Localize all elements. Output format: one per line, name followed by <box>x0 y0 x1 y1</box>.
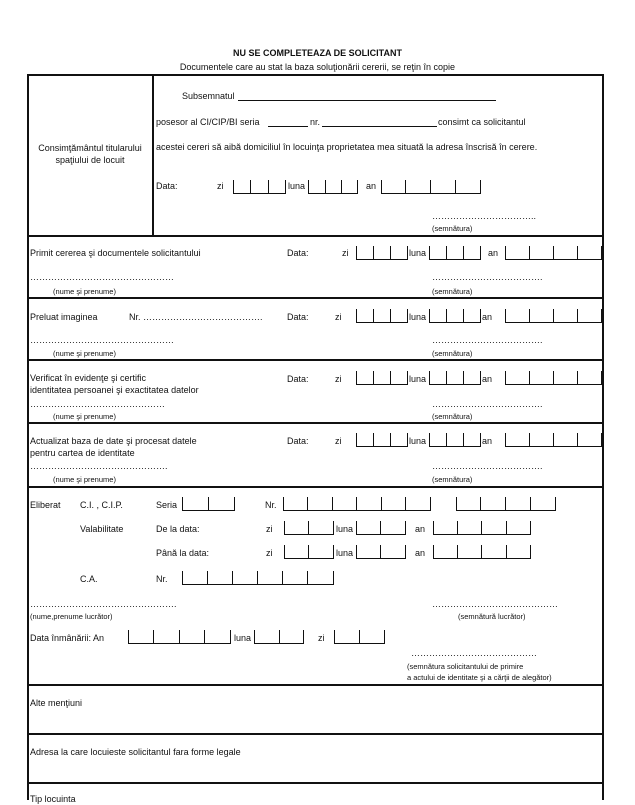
eliberat-nr-label: Nr. <box>265 500 277 510</box>
actualizat-name-dots: ………………………………………. <box>30 461 168 471</box>
actualizat-label-2: pentru cartea de identitate <box>30 448 135 458</box>
form-subtitle: Documentele care au stat la baza soluţionării cererii, se reţin în copie <box>179 62 456 72</box>
pana-la-an-input[interactable] <box>433 545 531 559</box>
frame-top <box>27 74 603 76</box>
actualizat-data-label: Data: <box>287 436 309 446</box>
section-divider-3 <box>27 359 603 361</box>
inmanarii-luna-input[interactable] <box>254 630 304 644</box>
adresa-label: Adresa la care locuieste solicitantul fara forme legale <box>30 747 241 757</box>
actualizat-an-label: an <box>482 436 493 446</box>
nr-field[interactable] <box>322 126 437 127</box>
solicitant-sign-dots: …………………………………… <box>411 648 537 658</box>
posesor-label: posesor al CI/CIP/BI seria <box>156 117 260 127</box>
preluat-name-caption: (nume şi prenume) <box>53 349 116 358</box>
verificat-luna-label: luna <box>409 374 427 384</box>
consimtamant-label-2: spaţiului de locuit <box>55 155 125 165</box>
primit-zi-input[interactable] <box>356 246 408 260</box>
preluat-sign-caption: (semnătura) <box>432 349 473 358</box>
de-la-an-label: an <box>415 524 426 534</box>
eliberat-sign-caption: (semnătură lucrător) <box>458 612 526 621</box>
preluat-an-label: an <box>482 312 493 322</box>
verificat-luna-input[interactable] <box>429 371 481 385</box>
pana-la-label: Până la data: <box>156 548 210 558</box>
luna-input[interactable] <box>308 180 358 194</box>
pana-la-luna-label: luna <box>336 548 354 558</box>
verificat-name-dots: ……………………………………… <box>30 399 165 409</box>
de-la-zi-input[interactable] <box>284 521 334 535</box>
actualizat-label: Actualizat baza de date şi procesat datele <box>30 436 197 446</box>
section-divider-8 <box>27 782 603 784</box>
ca-nr-input[interactable] <box>182 571 334 585</box>
section-divider-7 <box>27 733 603 735</box>
section-divider-1 <box>27 235 603 237</box>
verificat-data-label: Data: <box>287 374 309 384</box>
section-divider-6 <box>27 684 603 686</box>
valabilitate-label: Valabilitate <box>80 524 124 534</box>
verificat-sign-caption: (semnătura) <box>432 412 473 421</box>
seria-field[interactable] <box>268 126 308 127</box>
primit-an-input[interactable] <box>505 246 602 260</box>
an-input[interactable] <box>381 180 481 194</box>
section-divider-4 <box>27 422 603 424</box>
primit-luna-input[interactable] <box>429 246 481 260</box>
inmanarii-zi-label: zi <box>318 633 325 643</box>
preluat-data-label: Data: <box>287 312 309 322</box>
de-la-label: De la data: <box>156 524 200 534</box>
primit-label: Primit cererea şi documentele solicitantului <box>30 248 201 258</box>
primit-zi-label: zi <box>342 248 349 258</box>
pana-la-luna-input[interactable] <box>356 545 406 559</box>
actualizat-zi-label: zi <box>335 436 342 446</box>
actualizat-luna-label: luna <box>409 436 427 446</box>
pana-la-zi-label: zi <box>266 548 273 558</box>
primit-luna-label: luna <box>409 248 427 258</box>
de-la-an-input[interactable] <box>433 521 531 535</box>
consimt-label: consimt ca solicitantul <box>438 117 526 127</box>
zi-input[interactable] <box>233 180 286 194</box>
inmanarii-an-input[interactable] <box>128 630 231 644</box>
actualizat-an-input[interactable] <box>505 433 602 447</box>
subsemnatul-field[interactable] <box>238 100 496 101</box>
de-la-zi-label: zi <box>266 524 273 534</box>
inmanarii-luna-label: luna <box>234 633 252 643</box>
luna-label: luna <box>288 181 306 191</box>
zi-label: zi <box>217 181 224 191</box>
actualizat-luna-input[interactable] <box>429 433 481 447</box>
ca-label: C.A. <box>80 574 98 584</box>
eliberat-seria-input[interactable] <box>182 497 235 511</box>
preluat-luna-input[interactable] <box>429 309 481 323</box>
eliberat-label: Eliberat <box>30 500 61 510</box>
de-la-luna-input[interactable] <box>356 521 406 535</box>
verificat-an-input[interactable] <box>505 371 602 385</box>
section-divider-5 <box>27 486 603 488</box>
inmanarii-zi-input[interactable] <box>334 630 385 644</box>
verificat-sign-dots: ………………………………. <box>432 399 543 409</box>
eliberat-name-caption: (nume,prenume lucrător) <box>30 612 113 621</box>
preluat-name-dots: ………………………………………… <box>30 335 174 345</box>
verificat-zi-input[interactable] <box>356 371 408 385</box>
primit-sign-dots: ………………………………. <box>432 272 543 282</box>
data-inmanarii-label: Data înmânării: An <box>30 633 105 643</box>
eliberat-nr-input-2[interactable] <box>456 497 556 511</box>
data-label: Data: <box>156 181 178 191</box>
nr-label: nr. <box>310 117 321 127</box>
primit-an-label: an <box>488 248 499 258</box>
primit-sign-caption: (semnătura) <box>432 287 473 296</box>
form-title: NU SE COMPLETEAZA DE SOLICITANT <box>232 48 402 58</box>
preluat-sign-dots: ………………………………. <box>432 335 543 345</box>
verificat-label: Verificat în evidenţe şi certific <box>30 373 147 383</box>
subsemnatul-label: Subsemnatul <box>182 91 235 101</box>
primit-name-dots: ………………………………………… <box>30 272 174 282</box>
eliberat-name-dots: …………………………………………. <box>30 599 177 609</box>
actualizat-zi-input[interactable] <box>356 433 408 447</box>
consimtamant-divider <box>152 74 154 236</box>
de-la-luna-label: luna <box>336 524 354 534</box>
solicitant-sign-caption-1: (semnătura solicitantului de primire <box>407 662 524 671</box>
primit-name-caption: (nume şi prenume) <box>53 287 116 296</box>
preluat-luna-label: luna <box>409 312 427 322</box>
solicitant-sign-caption-2: a actului de identitate şi a cărţii de alegător) <box>407 673 552 682</box>
pana-la-zi-input[interactable] <box>284 545 334 559</box>
actualizat-name-caption: (nume şi prenume) <box>53 475 116 484</box>
verificat-name-caption: (nume şi prenume) <box>53 412 116 421</box>
consimtamant-sentence: acestei cereri să aibă domiciliul în locuinţa proprietatea mea situată la adresa înscrisă în cerere. <box>156 142 538 152</box>
primit-data-label: Data: <box>287 248 309 258</box>
consimtamant-label: Consimţământul titularului <box>38 143 142 153</box>
tip-locuinta-label: Tip locuinta <box>30 794 76 804</box>
frame-left <box>27 74 29 800</box>
pana-la-an-label: an <box>415 548 426 558</box>
section-divider-2 <box>27 297 603 299</box>
preluat-nr: Nr. …………………………………. <box>129 312 263 322</box>
semnatura-caption: (semnătura) <box>432 224 473 233</box>
preluat-an-input[interactable] <box>505 309 602 323</box>
an-label: an <box>366 181 377 191</box>
semnatura-dots: …………………………….. <box>432 211 537 221</box>
eliberat-ci-label: C.I. , C.I.P. <box>80 500 123 510</box>
alte-mentiuni-label: Alte menţiuni <box>30 698 83 708</box>
eliberat-nr-input[interactable] <box>283 497 431 511</box>
actualizat-sign-caption: (semnătura) <box>432 475 473 484</box>
verificat-label-2: identitatea persoanei şi exactitatea datelor <box>30 385 199 395</box>
preluat-label: Preluat imaginea <box>30 312 98 322</box>
eliberat-sign-dots: …………………………………… <box>432 599 558 609</box>
ca-nr-label: Nr. <box>156 574 168 584</box>
verificat-zi-label: zi <box>335 374 342 384</box>
preluat-zi-input[interactable] <box>356 309 408 323</box>
actualizat-sign-dots: ………………………………. <box>432 461 543 471</box>
preluat-zi-label: zi <box>335 312 342 322</box>
eliberat-seria-label: Seria <box>156 500 178 510</box>
verificat-an-label: an <box>482 374 493 384</box>
